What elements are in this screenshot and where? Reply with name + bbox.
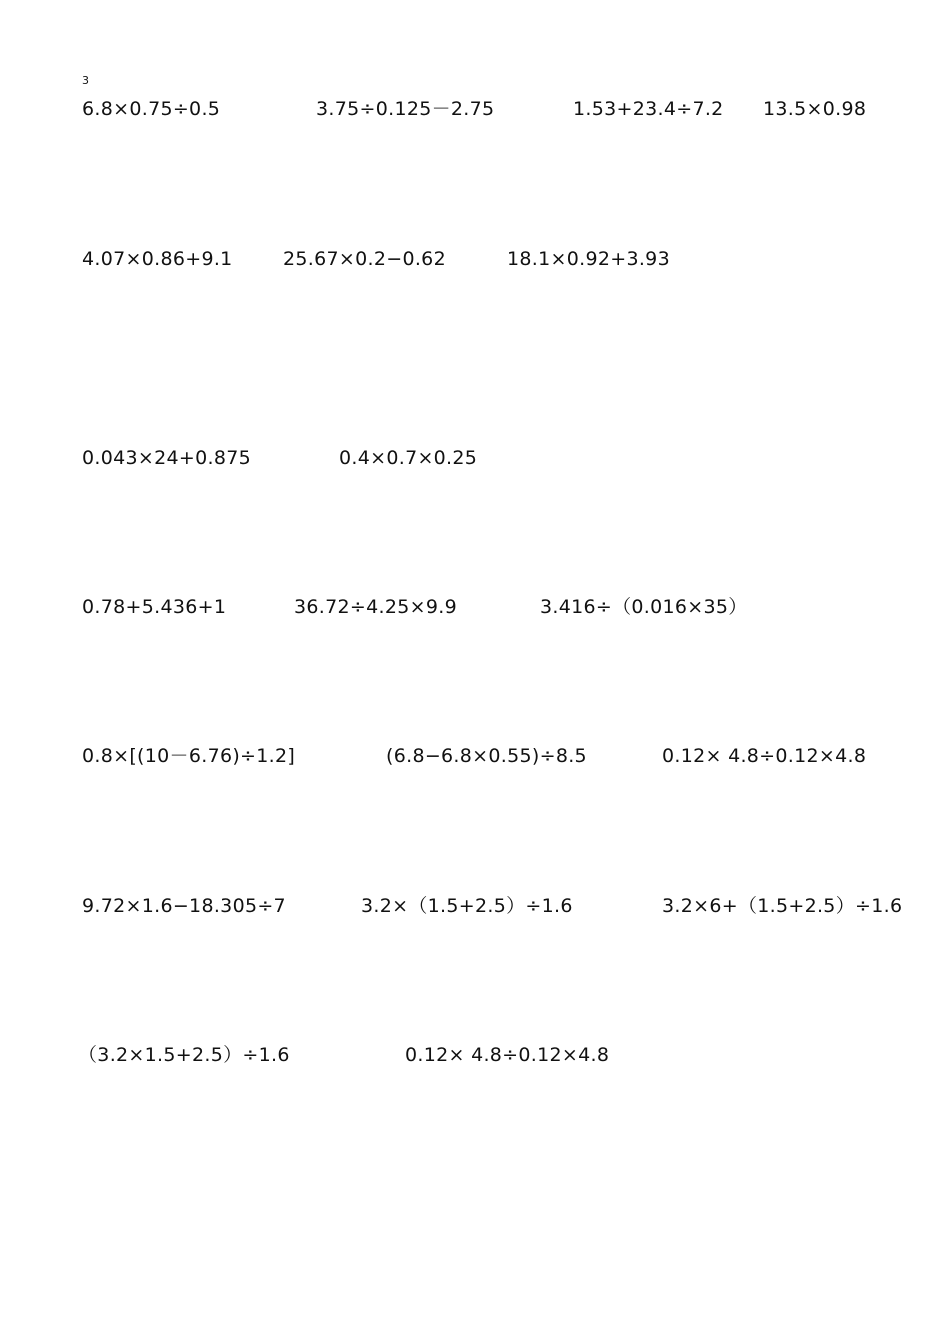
problem-1-3: 1.53+23.4÷7.2 xyxy=(573,98,724,120)
page-number: 3 xyxy=(82,74,89,87)
problem-7-2: 0.12× 4.8÷0.12×4.8 xyxy=(405,1044,610,1066)
problem-2-2: 25.67×0.2−0.62 xyxy=(283,248,446,270)
problem-5-2: (6.8−6.8×0.55)÷8.5 xyxy=(386,745,587,767)
problem-3-2: 0.4×0.7×0.25 xyxy=(339,447,478,469)
problem-4-3: 3.416÷（0.016×35） xyxy=(540,596,748,618)
problem-4-2: 36.72÷4.25×9.9 xyxy=(294,596,457,618)
problem-6-3: 3.2×6+（1.5+2.5）÷1.6 xyxy=(662,895,903,917)
problem-5-3: 0.12× 4.8÷0.12×4.8 xyxy=(662,745,867,767)
problem-3-1: 0.043×24+0.875 xyxy=(82,447,252,469)
problem-1-4: 13.5×0.98 xyxy=(763,98,867,120)
problem-7-1: （3.2×1.5+2.5）÷1.6 xyxy=(78,1044,290,1066)
problem-1-2: 3.75÷0.125－2.75 xyxy=(316,98,495,120)
problem-6-2: 3.2×（1.5+2.5）÷1.6 xyxy=(361,895,573,917)
problem-6-1: 9.72×1.6−18.305÷7 xyxy=(82,895,286,917)
problem-5-1: 0.8×[(10－6.76)÷1.2] xyxy=(82,745,296,767)
problem-2-3: 18.1×0.92+3.93 xyxy=(507,248,670,270)
problem-1-1: 6.8×0.75÷0.5 xyxy=(82,98,221,120)
problem-4-1: 0.78+5.436+1 xyxy=(82,596,227,618)
problem-2-1: 4.07×0.86+9.1 xyxy=(82,248,233,270)
